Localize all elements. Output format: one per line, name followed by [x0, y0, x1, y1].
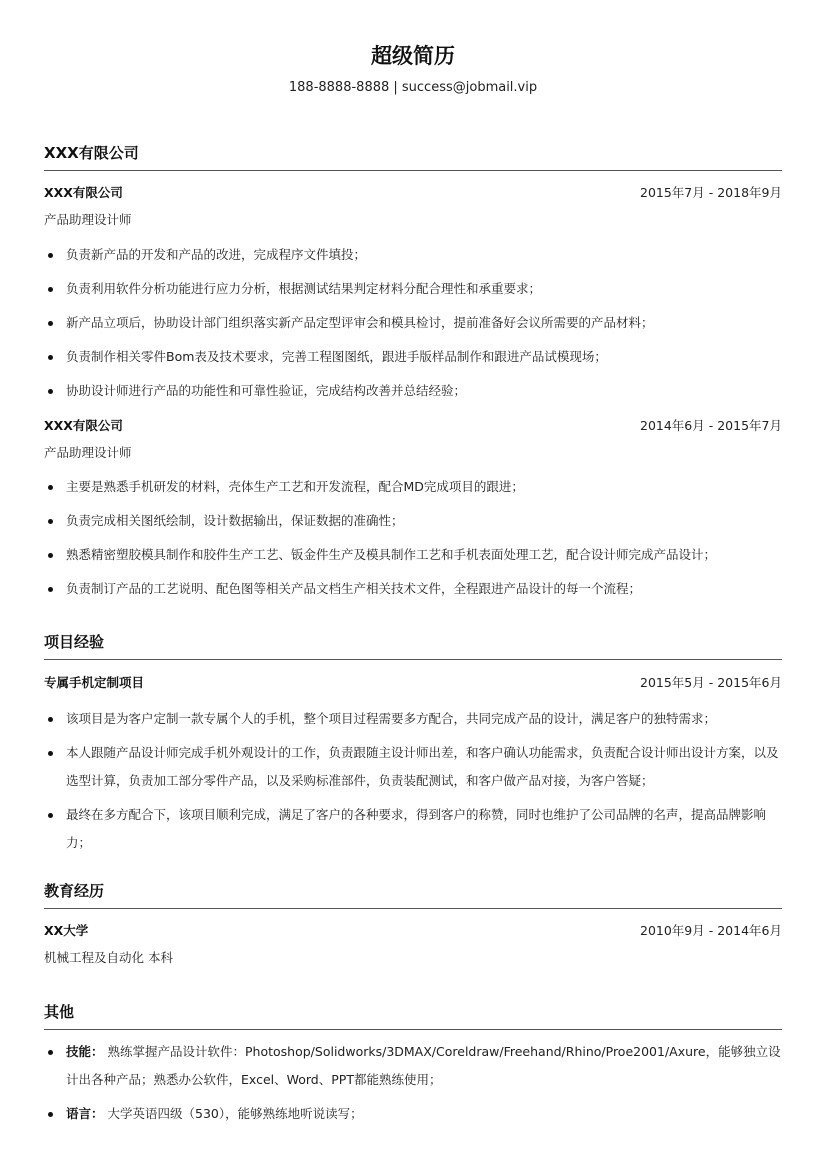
bullet-text: 新产品立项后，协助设计部门组织落实新产品定型评审会和模具检讨，提前准备好会议所需要的产品材料； [66, 315, 654, 330]
bullet-icon [48, 287, 53, 292]
job-bullets [44, 473, 782, 609]
bullet-icon [48, 751, 53, 756]
bullet-text: 主要是熟悉手机研发的材料，壳体生产工艺和开发流程，配合MD完成项目的跟进； [66, 479, 524, 494]
list-item [44, 1100, 782, 1128]
bullet-icon [48, 553, 53, 558]
list-item [44, 309, 782, 337]
resume-name: 超级简历 [371, 44, 455, 68]
section-title: 项目经验 [44, 633, 105, 651]
education-header [44, 921, 782, 941]
bullet-icon [48, 1112, 53, 1117]
bullet-icon [48, 355, 53, 360]
project-name: 专属手机定制项目 [44, 675, 145, 690]
bullet-text: 负责完成相关图纸绘制，设计数据输出，保证数据的准确性； [66, 513, 404, 528]
project-date: 2015年5月 - 2015年6月 [640, 675, 782, 690]
work-section-header [44, 141, 782, 171]
bullet-icon [48, 253, 53, 258]
section-title: XXX有限公司 [44, 144, 139, 162]
job-bullets [44, 241, 782, 411]
bullet-text: 协助设计师进行产品的功能性和可靠性验证，完成结构改善并总结经验； [66, 383, 467, 398]
company-name: XXX有限公司 [44, 185, 123, 200]
bullet-text: 负责制订产品的工艺说明、配色图等相关产品文档生产相关技术文件，全程跟进产品设计的每一个流程； [66, 581, 642, 596]
bullet-text: 本人跟随产品设计师完成手机外观设计的工作，负责跟随主设计师出差，和客户确认功能需求，负责配合设计师出设计方案，以及选型计算，负责加工部分零件产品，以及采购标准部件，负责装配测试，和客户做产品对接，为客户答疑； [66, 745, 779, 788]
bullet-icon [48, 485, 53, 490]
projects-section-header [44, 630, 782, 660]
bullet-icon [48, 813, 53, 818]
job-role: 产品助理设计师 [44, 445, 132, 460]
list-item [44, 1038, 782, 1094]
job-header [44, 183, 782, 203]
bullet-icon [48, 717, 53, 722]
bullet-text: 负责利用软件分析功能进行应力分析，根据测试结果判定材料分配合理性和承重要求； [66, 281, 542, 296]
degree: 机械工程及自动化 本科 [44, 950, 173, 965]
project-header [44, 673, 782, 693]
section-title: 其他 [44, 1003, 75, 1021]
job-date: 2015年7月 - 2018年9月 [640, 185, 782, 200]
bullet-icon [48, 321, 53, 326]
list-item [44, 739, 782, 795]
contact-info: 188-8888-8888 | success@jobmail.vip [288, 80, 538, 95]
list-item [44, 507, 782, 535]
bullet-text: 最终在多方配合下，该项目顺利完成，满足了客户的各种要求，得到客户的称赞，同时也维护了公司品牌的名声，提高品牌影响力； [66, 807, 767, 850]
education-section-header [44, 879, 782, 909]
list-item [44, 241, 782, 269]
language-text: 大学英语四级（530），能够熟练地听说读写； [107, 1106, 363, 1121]
list-item [44, 473, 782, 501]
skill-text: 熟练掌握产品设计软件：Photoshop/Solidworks/3DMAX/Coreldraw/Freehand/Rhino/Proe2001/Axure，能够独立设计出各种产品；熟悉办公软件，Excel、Word、PPT都能熟练使用； [66, 1044, 781, 1087]
list-item [44, 705, 782, 733]
bullet-text: 熟悉精密塑胶模具制作和胶件生产工艺、钣金件生产及模具制作工艺和手机表面处理工艺，配合设计师完成产品设计； [66, 547, 717, 562]
school-name: XX大学 [44, 923, 89, 938]
section-divider [44, 659, 782, 660]
list-item [44, 801, 782, 857]
bullet-text: 该项目是为客户定制一款专属个人的手机，整个项目过程需要多方配合，共同完成产品的设计，满足客户的独特需求； [66, 711, 717, 726]
bullet-icon [48, 587, 53, 592]
bullet-text: 负责制作相关零件Bom表及技术要求，完善工程图图纸，跟进手版样品制作和跟进产品试模现场； [66, 349, 607, 364]
list-item [44, 541, 782, 569]
other-bullets [44, 1038, 782, 1134]
project-bullets [44, 705, 782, 863]
list-item [44, 275, 782, 303]
section-divider [44, 1029, 782, 1030]
bullet-text: 负责新产品的开发和产品的改进，完成程序文件填投； [66, 247, 367, 262]
company-name: XXX有限公司 [44, 418, 123, 433]
skill-label: 技能： [66, 1044, 104, 1059]
section-title: 教育经历 [44, 882, 105, 900]
bullet-icon [48, 389, 53, 394]
job-role: 产品助理设计师 [44, 212, 132, 227]
list-item [44, 575, 782, 603]
job-date: 2014年6月 - 2015年7月 [640, 418, 782, 433]
language-label: 语言： [66, 1106, 104, 1121]
education-date: 2010年9月 - 2014年6月 [640, 923, 782, 938]
section-divider [44, 908, 782, 909]
section-divider [44, 170, 782, 171]
other-section-header [44, 1000, 782, 1030]
bullet-icon [48, 519, 53, 524]
list-item [44, 343, 782, 371]
bullet-icon [48, 1050, 53, 1055]
job-header [44, 416, 782, 436]
list-item [44, 377, 782, 405]
